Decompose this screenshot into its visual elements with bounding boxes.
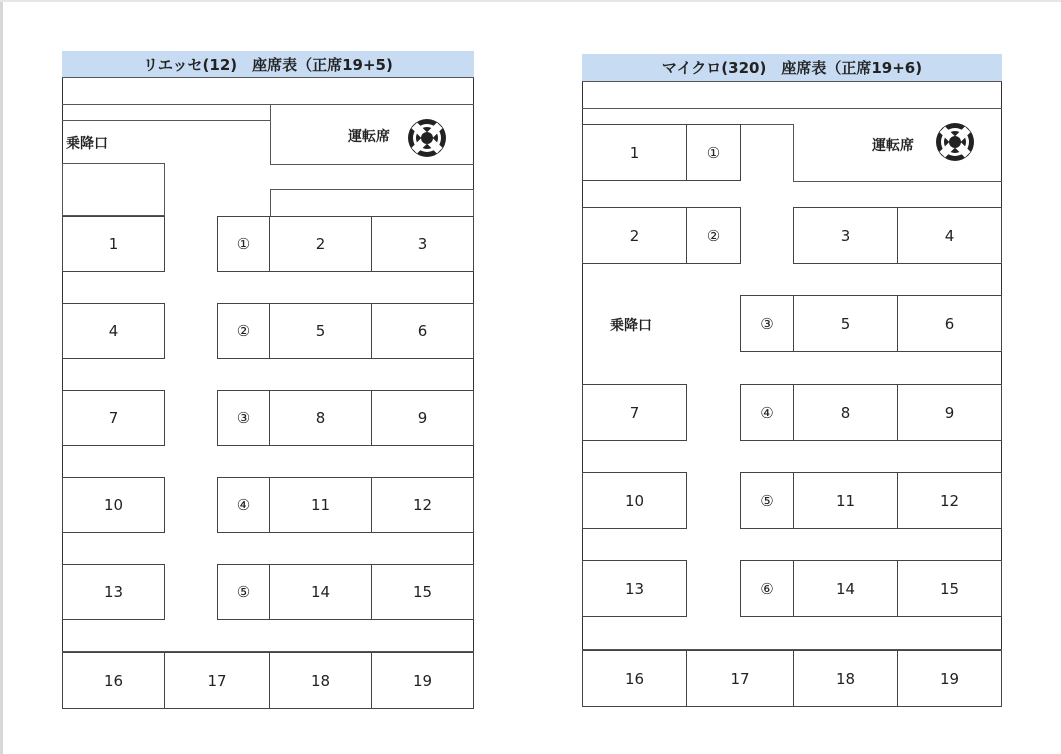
- seat[interactable]: 5: [269, 303, 372, 359]
- seat[interactable]: 13: [62, 564, 165, 620]
- seat[interactable]: 3: [793, 207, 898, 264]
- seat[interactable]: 2: [582, 207, 687, 264]
- seat[interactable]: 11: [269, 477, 372, 533]
- aux-seat[interactable]: ②: [217, 303, 270, 359]
- driver-seat-label: 運転席: [872, 138, 914, 154]
- page-edge: [0, 0, 1061, 2]
- seat[interactable]: 11: [793, 472, 898, 529]
- aux-seat[interactable]: ④: [740, 384, 794, 441]
- empty-space: [62, 163, 165, 216]
- divider-line: [473, 189, 474, 216]
- seat[interactable]: 1: [582, 124, 687, 181]
- aux-seat[interactable]: ⑤: [740, 472, 794, 529]
- seat[interactable]: 8: [793, 384, 898, 441]
- seat[interactable]: 7: [582, 384, 687, 441]
- seat[interactable]: 18: [269, 652, 372, 709]
- divider-line: [582, 108, 1002, 109]
- divider-line: [793, 124, 794, 181]
- seat[interactable]: 15: [371, 564, 474, 620]
- seat[interactable]: 5: [793, 295, 898, 352]
- divider-line: [62, 104, 474, 105]
- aux-seat[interactable]: ②: [686, 207, 741, 264]
- seat[interactable]: 7: [62, 390, 165, 446]
- driver-seat-label: 運転席: [348, 129, 390, 145]
- divider-line: [62, 120, 270, 121]
- seat[interactable]: 19: [897, 650, 1002, 707]
- left-seat-chart: [62, 51, 474, 709]
- seat[interactable]: 12: [897, 472, 1002, 529]
- seat[interactable]: 4: [897, 207, 1002, 264]
- seat[interactable]: 15: [897, 560, 1002, 617]
- divider-line: [270, 189, 271, 216]
- seat[interactable]: 2: [269, 216, 372, 272]
- seat[interactable]: 6: [371, 303, 474, 359]
- seat[interactable]: 18: [793, 650, 898, 707]
- seat[interactable]: 16: [62, 652, 165, 709]
- right-seat-chart: [582, 54, 1002, 707]
- seat[interactable]: 17: [164, 652, 270, 709]
- seat[interactable]: 16: [582, 650, 687, 707]
- left-chart-title: リエッセ(12) 座席表（正席19+5): [62, 51, 474, 78]
- steering-wheel-icon: [406, 117, 448, 159]
- seat[interactable]: 17: [686, 650, 794, 707]
- seat[interactable]: 9: [897, 384, 1002, 441]
- seat[interactable]: 19: [371, 652, 474, 709]
- aux-seat[interactable]: ③: [217, 390, 270, 446]
- seat[interactable]: 1: [62, 216, 165, 272]
- seat[interactable]: 13: [582, 560, 687, 617]
- seat[interactable]: 10: [62, 477, 165, 533]
- aux-seat[interactable]: ④: [217, 477, 270, 533]
- aux-seat[interactable]: ①: [686, 124, 741, 181]
- divider-line: [270, 104, 271, 164]
- seat[interactable]: 14: [269, 564, 372, 620]
- page-edge: [0, 0, 3, 754]
- divider-line: [270, 189, 474, 190]
- seat[interactable]: 8: [269, 390, 372, 446]
- steering-wheel-icon: [934, 121, 976, 163]
- door-label: 乗降口: [610, 318, 652, 334]
- aux-seat[interactable]: ①: [217, 216, 270, 272]
- seat[interactable]: 14: [793, 560, 898, 617]
- seat[interactable]: 12: [371, 477, 474, 533]
- seat[interactable]: 6: [897, 295, 1002, 352]
- seat[interactable]: 9: [371, 390, 474, 446]
- seat[interactable]: 3: [371, 216, 474, 272]
- aux-seat[interactable]: ⑤: [217, 564, 270, 620]
- right-chart-title: マイクロ(320) 座席表（正席19+6): [582, 54, 1002, 82]
- door-label: 乗降口: [66, 136, 108, 152]
- divider-line: [270, 164, 474, 165]
- seat[interactable]: 4: [62, 303, 165, 359]
- aux-seat[interactable]: ⑥: [740, 560, 794, 617]
- divider-line: [793, 181, 1002, 182]
- seat[interactable]: 10: [582, 472, 687, 529]
- aux-seat[interactable]: ③: [740, 295, 794, 352]
